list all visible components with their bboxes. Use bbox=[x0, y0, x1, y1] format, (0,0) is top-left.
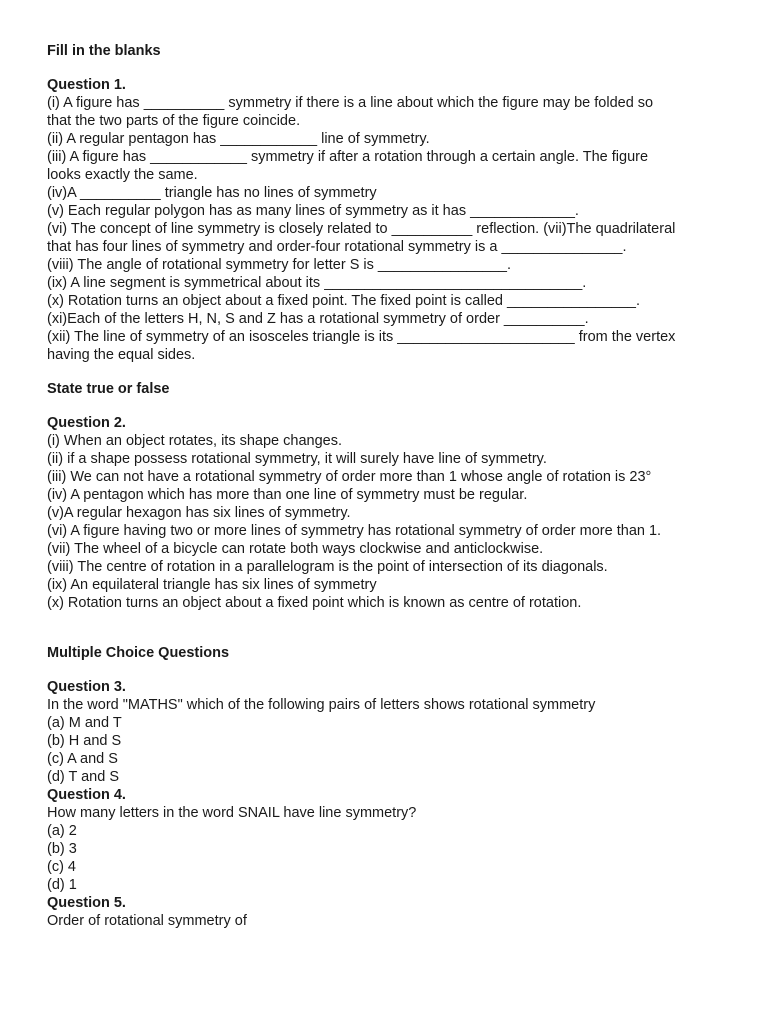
worksheet-page bbox=[47, 42, 737, 930]
q3-line: In the word "MATHS" which of the following pairs of letters shows rotational symmetry bbox=[47, 697, 596, 713]
q3-option: (a) M and T bbox=[47, 715, 122, 731]
q1-line: (xii) The line of symmetry of an isosceles triangle is its ______________________ from the vertex bbox=[47, 329, 676, 345]
q2-line: (ii) if a shape possess rotational symmetry, it will surely have line of symmetry. bbox=[47, 451, 547, 467]
q3-option: (b) H and S bbox=[47, 733, 122, 749]
q4-option: (c) 4 bbox=[47, 859, 76, 875]
q4-option: (a) 2 bbox=[47, 823, 77, 839]
q4-option: (d) 1 bbox=[47, 877, 77, 893]
q5-line: Order of rotational symmetry of bbox=[47, 913, 247, 929]
q1-line: (vi) The concept of line symmetry is closely related to __________ reflection. (vii)The quadrilateral bbox=[47, 221, 676, 237]
q2-line: (iii) We can not have a rotational symmetry of order more than 1 whose angle of rotation is 23° bbox=[47, 469, 652, 485]
q2-line: (x) Rotation turns an object about a fixed point which is known as centre of rotation. bbox=[47, 595, 582, 611]
q1-line: having the equal sides. bbox=[47, 347, 196, 363]
q2-line: (vii) The wheel of a bicycle can rotate both ways clockwise and anticlockwise. bbox=[47, 541, 544, 557]
q1-line: (viii) The angle of rotational symmetry for letter S is ________________. bbox=[47, 257, 511, 273]
q1-line: that the two parts of the figure coincide. bbox=[47, 113, 301, 129]
section-heading-fill-blanks: Fill in the blanks bbox=[47, 43, 161, 59]
q4-line: How many letters in the word SNAIL have line symmetry? bbox=[47, 805, 417, 821]
section-heading-true-false: State true or false bbox=[47, 381, 170, 397]
q2-line: (ix) An equilateral triangle has six lines of symmetry bbox=[47, 577, 377, 593]
q1-line: (ii) A regular pentagon has ____________ line of symmetry. bbox=[47, 131, 430, 147]
question-5-title: Question 5. bbox=[47, 895, 126, 911]
question-3-title: Question 3. bbox=[47, 679, 126, 695]
q3-option: (c) A and S bbox=[47, 751, 118, 767]
section-heading-mcq: Multiple Choice Questions bbox=[47, 645, 230, 661]
question-2-title: Question 2. bbox=[47, 415, 126, 431]
q1-line: (v) Each regular polygon has as many lines of symmetry as it has _____________. bbox=[47, 203, 579, 219]
q2-line: (viii) The centre of rotation in a parallelogram is the point of intersection of its diagonals. bbox=[47, 559, 608, 575]
q4-option: (b) 3 bbox=[47, 841, 77, 857]
q1-line: (x) Rotation turns an object about a fixed point. The fixed point is called ________________. bbox=[47, 293, 641, 309]
q1-line: (i) A figure has __________ symmetry if there is a line about which the figure may be folded so bbox=[47, 95, 654, 111]
q1-line: that has four lines of symmetry and order-four rotational symmetry is a _______________. bbox=[47, 239, 627, 255]
q1-line: (iv)A __________ triangle has no lines of symmetry bbox=[47, 185, 377, 201]
q1-line: (iii) A figure has ____________ symmetry if after a rotation through a certain angle. The figure bbox=[47, 149, 649, 165]
question-1-title: Question 1. bbox=[47, 77, 126, 93]
q2-line: (v)A regular hexagon has six lines of symmetry. bbox=[47, 505, 351, 521]
q1-line: (ix) A line segment is symmetrical about its ________________________________. bbox=[47, 275, 587, 291]
q1-line: (xi)Each of the letters H, N, S and Z has a rotational symmetry of order __________. bbox=[47, 311, 589, 327]
q2-line: (vi) A figure having two or more lines of symmetry has rotational symmetry of order more than 1. bbox=[47, 523, 662, 539]
q2-line: (iv) A pentagon which has more than one line of symmetry must be regular. bbox=[47, 487, 528, 503]
question-4-title: Question 4. bbox=[47, 787, 126, 803]
q1-line: looks exactly the same. bbox=[47, 167, 198, 183]
q2-line: (i) When an object rotates, its shape changes. bbox=[47, 433, 342, 449]
q3-option: (d) T and S bbox=[47, 769, 120, 785]
